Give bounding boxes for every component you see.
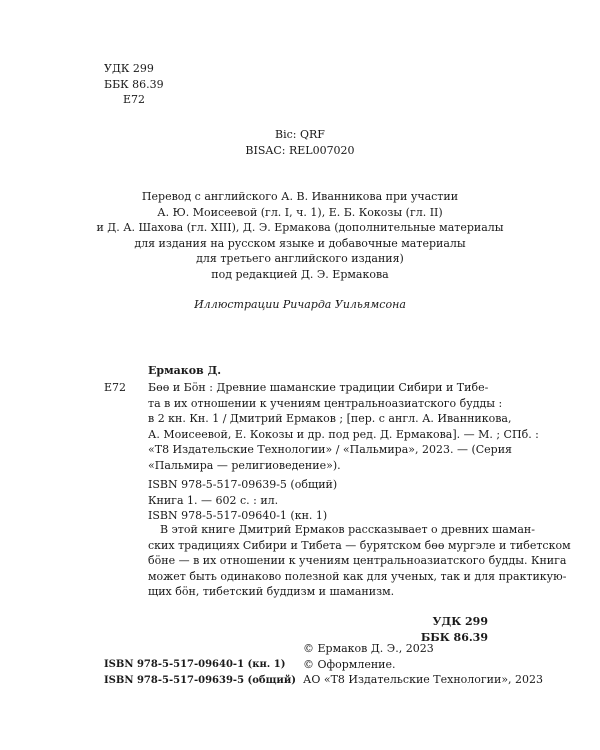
credit-line: и Д. А. Шахова (гл. XIII), Д. Э. Ермакова (дополнительные материалы [96, 221, 504, 234]
biblio-line: Бөө и Бӧн : Древние шаманские традиции Сибири и Тибе- [148, 381, 489, 394]
classification-codes [104, 61, 164, 108]
biblio-line: в 2 кн. Кн. 1 / Дмитрий Ермаков ; [пер. с англ. А. Иванникова, [148, 412, 512, 425]
annotation-line: ских традициях Сибири и Тибета — бурятском бөө мургэле и тибетском [148, 538, 571, 552]
copyright-design: © Оформление. [303, 657, 396, 671]
isbn-general: ISBN 978-5-517-09639-5 (общий) [148, 478, 338, 491]
credit-line: для третьего английского издания) [196, 252, 404, 265]
translation-credits [0, 189, 600, 282]
credit-line: А. Ю. Моисеевой (гл. I, ч. 1), Е. Б. Кокозы (гл. II) [157, 205, 443, 219]
annotation-line: может быть одинаково полезной как для ученых, так и для практикую- [148, 569, 567, 583]
copyright-author: © Ермаков Д. Э., 2023 [303, 642, 434, 655]
bic-bisac-codes [0, 127, 600, 158]
catalog-code [104, 380, 126, 396]
credit-line: под редакцией Д. Э. Ермакова [211, 267, 389, 281]
biblio-line: та в их отношении к учениям центральноазиатского будды : [148, 396, 503, 410]
bbk-code: ББК 86.39 [104, 77, 164, 91]
isbn-general-bold: ISBN 978-5-517-09639-5 (общий) [104, 674, 296, 686]
biblio-line: «Пальмира — религиоведение»). [148, 458, 341, 472]
bic-code: Bic: QRF [275, 128, 325, 141]
biblio-line: А. Моисеевой, Е. Кокозы и др. под ред. Д. Ермакова]. — М. ; СПб. : [148, 427, 539, 441]
credit-line: Перевод с английского А. В. Иванникова при участии [141, 190, 459, 203]
annotation-line: бӧне — в их отношении к учениям центральноазиатского будды. Книга [148, 554, 567, 567]
bibliographic-description [148, 380, 539, 473]
catalog-author [148, 363, 221, 379]
illustrations-credit [0, 297, 600, 313]
annotation-line: щих бӧн, тибетский буддизм и шаманизм. [148, 585, 395, 598]
copyright-block [303, 641, 543, 688]
udc-code: УДК 299 [104, 62, 154, 75]
book-pages: Книга 1. — 602 с. : ил. [148, 493, 279, 507]
isbn-volume-bold: ISBN 978-5-517-09640-1 (кн. 1) [104, 659, 286, 670]
catalog-isbn-block [148, 477, 337, 524]
udc-code-bold: УДК 299 [432, 615, 488, 628]
illustrator-line: Иллюстрации Ричарда Уильямсона [194, 298, 406, 311]
copyright-publisher: АО «Т8 Издательские Технологии», 2023 [303, 673, 544, 686]
author-name: Ермаков Д. [148, 364, 222, 377]
bbk-code-bold: ББК 86.39 [420, 630, 488, 644]
bisac-code: BISAC: REL007020 [245, 143, 355, 157]
bottom-isbn-block [104, 657, 296, 688]
author-mark-code: Е72 [104, 381, 127, 394]
author-mark: Е72 [123, 93, 146, 106]
isbn-volume: ISBN 978-5-517-09640-1 (кн. 1) [148, 509, 328, 522]
annotation [148, 522, 571, 600]
biblio-line: «Т8 Издательские Технологии» / «Пальмира», 2023. — (Серия [148, 443, 512, 456]
credit-line: для издания на русском языке и добавочные материалы [134, 236, 466, 250]
annotation-line: В этой книге Дмитрий Ермаков рассказывает о древних шаман- [160, 523, 535, 536]
